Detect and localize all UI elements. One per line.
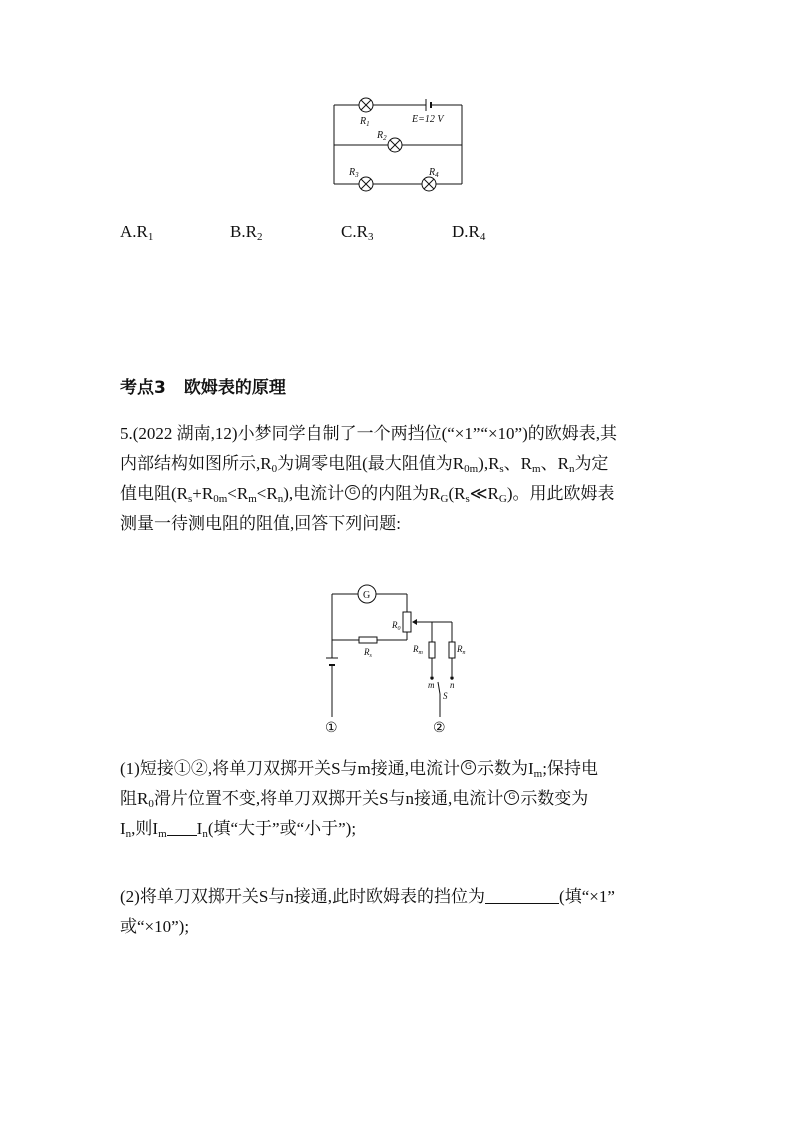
terminal-2: ② [433,721,446,736]
label-s: S [443,691,448,701]
question-stem: 5.(2022 湖南,12)小梦同学自制了一个两挡位(“×1”“×10”)的欧姆表,其 内部结构如图所示$,R_0$为调零电阻(最大阻值为$R_{0m}),R_s$、$R_m$、$R_n$为定 值电阻$(R_s+R_{0m}<R_m<R_n)$,电流计 G 的内阻为$R_G(R_s≪R_G)$。用此欧姆表 测量一待测电阻的阻值,回答下列问题: [120,424,618,533]
battery-symbol [326,658,338,665]
label-rn: $R_n$ [457,644,466,656]
sub-question-1: (1)短接①②,将单刀双掷开关S与m接通,电流计 G 示数为$I_m$;保持电 阻$R_0$滑片位置不变,将单刀双掷开关S与n接通,电流计 G 示数变为 $I_n$,则$I_m$ $I_n$(填“大于”或“小于”); [120,759,598,840]
lamp-r3 [359,177,373,191]
resistor-rn [449,642,455,658]
circuit-diagram-1 [325,95,475,195]
section-heading [120,373,286,398]
sub-question-2: (2)将单刀双掷开关S与n接通,此时欧姆表的挡位为 (填“×1” 或“×10”); [120,887,615,936]
label-r4: $R_4$ [429,167,439,179]
answer-blank-2[interactable] [485,887,559,904]
label-rm: $R_m$ [413,644,423,656]
resistor-rs [359,637,377,643]
option-d[interactable]: $D.R_4$ [452,222,486,243]
answer-blank-1[interactable] [167,819,197,836]
label-r0: $R_0$ [392,620,401,632]
label-emf: E=12 V [412,114,444,125]
option-a[interactable]: $A.R_1$ [120,222,154,243]
option-b[interactable]: $B.R_2$ [230,222,263,243]
label-r1: $R_1$ [360,116,370,128]
lamp-r4 [422,177,436,191]
galvanometer-label: G [363,590,371,601]
galvanometer-icon: G [461,760,476,775]
label-m: m [428,680,435,690]
circuit-diagram-2 [320,582,480,737]
label-n: n [450,680,455,690]
battery-symbol [426,99,431,111]
lamp-r2 [388,138,402,152]
section-title: 欧姆表的原理 [183,378,286,398]
section-number: 考点3 [120,378,166,398]
resistor-rm [429,642,435,658]
galvanometer-icon: G [345,485,360,500]
lamp-r1 [359,98,373,112]
label-rs: $R_s$ [364,647,372,659]
option-c[interactable]: $C.R_3$ [341,222,374,243]
slider-arrow [412,619,417,625]
label-r2: $R_2$ [377,130,387,142]
galvanometer-icon: G [504,790,519,805]
resistor-r0 [403,612,411,632]
terminal-1: ① [325,721,338,736]
label-r3: $R_3$ [349,167,359,179]
